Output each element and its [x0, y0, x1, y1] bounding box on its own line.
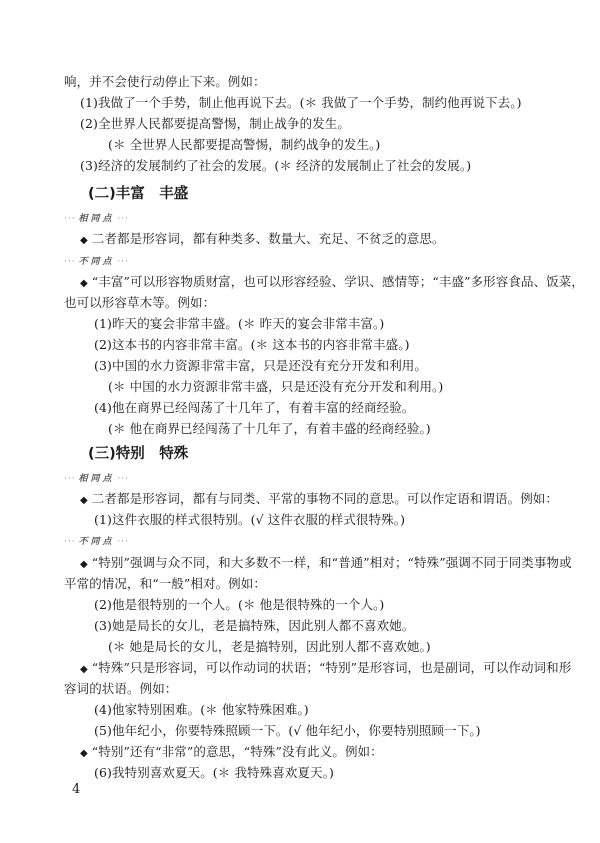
paragraph-line: ◆ 二者都是形容词，都有种类多、数量大、充足、不贫乏的意思。	[80, 231, 445, 246]
paragraph-line: ◆ “特别”还有“非常”的意思，“特殊”没有此义。例如：	[80, 744, 383, 759]
tag-dots: ···	[64, 537, 76, 547]
tag-label: 不同点	[78, 537, 115, 547]
paragraph-line: 响，并不会使行动停止下来。例如：	[64, 74, 266, 89]
tag-label: 相同点	[78, 474, 115, 484]
example-line: (2)全世界人民都要提高警惕，制止战争的发生。	[80, 116, 351, 131]
paragraph-line: ◆ “特别”强调与众不同，和大多数不一样，和“普通”相对；“特殊”强调不同于同类事物或	[80, 555, 572, 570]
similarity-tag	[64, 472, 129, 486]
example-line: (5)他年纪小，你要特殊照顾一下。(√ 他年纪小，你要特别照顾一下。)	[94, 723, 481, 738]
difference-tag	[64, 535, 129, 549]
diamond-bullet-icon: ◆	[80, 278, 88, 289]
tag-dots: ···	[64, 257, 76, 267]
tag-dots: ···	[117, 257, 129, 267]
paragraph-line: ◆ 二者都是形容词，都有与同类、平常的事物不同的意思。可以作定语和谓语。例如：	[80, 491, 558, 506]
diamond-bullet-icon: ◆	[80, 559, 88, 570]
difference-tag	[64, 255, 129, 269]
section-heading: (二)丰富 丰盛	[88, 186, 189, 202]
tag-label: 相同点	[78, 214, 115, 224]
example-line: (＊ 他在商界已经闯荡了十几年了，有着丰盛的经商经验。)	[108, 421, 431, 436]
tag-dots: ···	[64, 474, 76, 484]
example-line: (＊ 全世界人民都要提高警惕，制约战争的发生。)	[108, 137, 381, 152]
example-line: (1)我做了一个手势，制止他再说下去。(＊ 我做了一个手势，制约他再说下去。)	[80, 95, 522, 110]
example-line: (4)他在商界已经闯荡了十几年了，有着丰富的经商经验。	[94, 400, 415, 415]
example-line: (＊ 中国的水力资源非常丰盛，只是还没有充分开发和利用。)	[108, 379, 444, 394]
example-line: (2)他是很特别的一个人。(＊ 他是很特殊的一个人。)	[94, 597, 385, 612]
example-line: (3)经济的发展制约了社会的发展。(＊ 经济的发展制止了社会的发展。)	[80, 158, 472, 173]
diamond-bullet-icon: ◆	[80, 235, 88, 246]
diamond-bullet-icon: ◆	[80, 495, 88, 506]
example-line: (1)昨天的宴会非常丰盛。(＊ 昨天的宴会非常丰富。)	[94, 316, 385, 331]
paragraph-line: ◆ “特殊”只是形容词，可以作动词的状语；“特别”是形容词，也是副词，可以作动词和形	[80, 660, 572, 675]
tag-dots: ···	[117, 537, 129, 547]
example-line: (4)他家特别困难。(＊ 他家特殊困难。)	[94, 702, 309, 717]
section-heading: (三)特别 特殊	[88, 446, 189, 462]
tag-dots: ···	[117, 474, 129, 484]
tag-dots: ···	[64, 214, 76, 224]
similarity-tag	[64, 212, 129, 226]
tag-dots: ···	[117, 214, 129, 224]
diamond-bullet-icon: ◆	[80, 664, 88, 675]
paragraph-line: ◆ “丰富”可以形容物质财富，也可以形容经验、学识、感情等；“丰盛”多形容食品、饭菜，	[80, 274, 584, 289]
example-line: (2)这本书的内容非常丰富。(＊ 这本书的内容非常丰盛。)	[94, 337, 410, 352]
tag-label: 不同点	[78, 257, 115, 267]
example-line: (3)中国的水力资源非常丰富，只是还没有充分开发和利用。	[94, 358, 428, 373]
example-line: (3)她是局长的女儿，老是搞特殊，因此别人都不喜欢她。	[94, 618, 415, 633]
paragraph-line: 平常的情况，和“一般”相对。例如：	[64, 576, 266, 591]
diamond-bullet-icon: ◆	[80, 748, 88, 759]
paragraph-line: 也可以形容草木等。例如：	[64, 295, 216, 310]
page-number: 4	[72, 782, 81, 797]
paragraph-line: 容词的状语。例如：	[64, 681, 178, 696]
example-line: (1)这件衣服的样式很特别。(√ 这件衣服的样式很特殊。)	[94, 512, 406, 527]
example-line: (＊ 她是局长的女儿，老是搞特别，因此别人都不喜欢她。)	[108, 639, 431, 654]
example-line: (6)我特别喜欢夏天。(＊ 我特殊喜欢夏天。)	[94, 765, 334, 780]
